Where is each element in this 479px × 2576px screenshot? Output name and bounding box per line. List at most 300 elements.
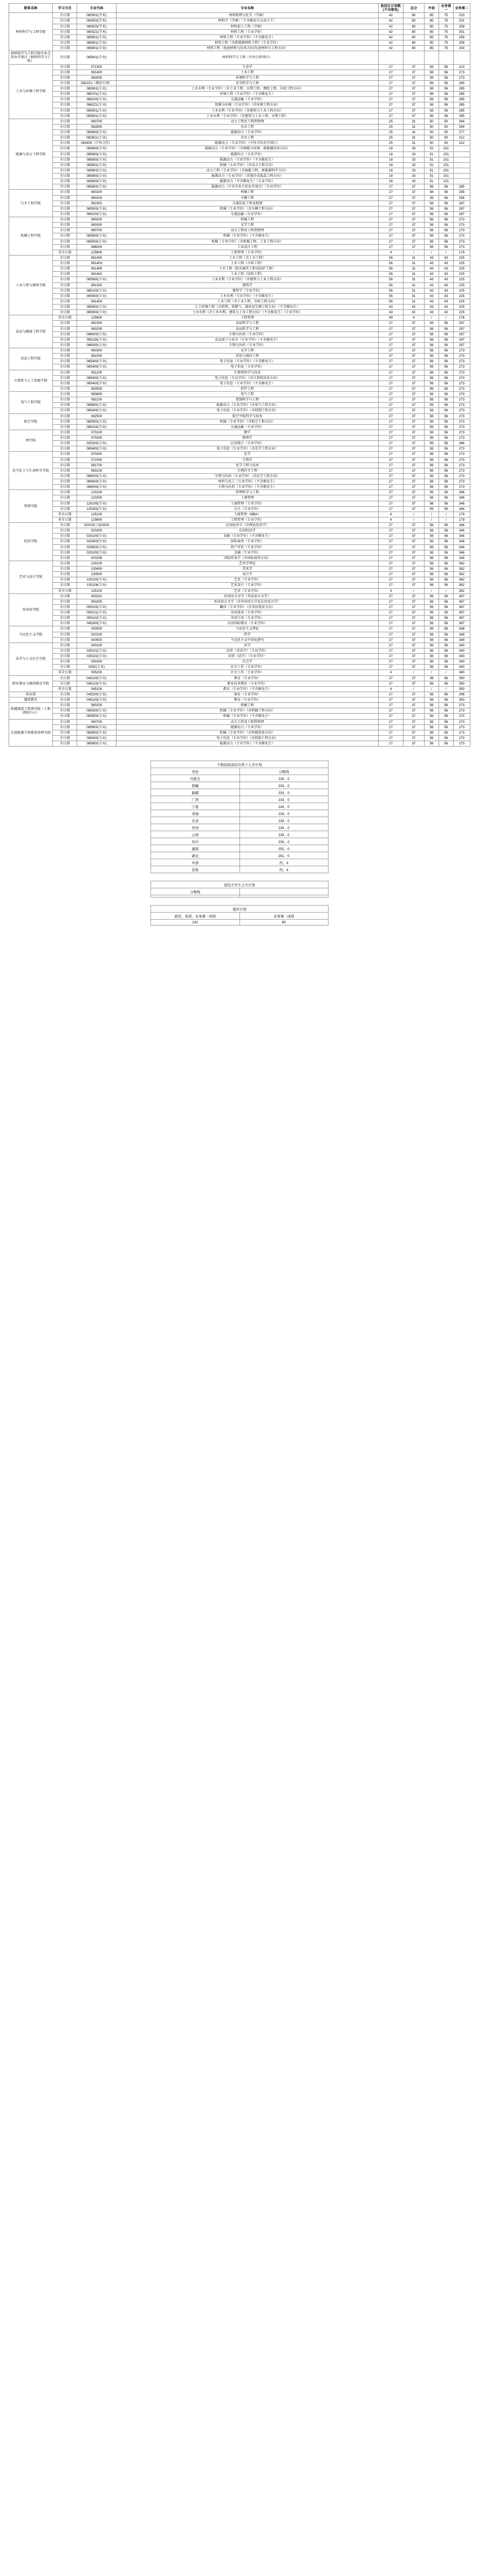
score-course2: 273 <box>453 703 470 708</box>
table-row <box>9 190 470 195</box>
score-course2: 273 <box>453 217 470 223</box>
major-name: 电子信息（专业学位）（不含推免生） <box>116 381 379 386</box>
table-row <box>9 424 470 430</box>
score-total: 37 <box>403 703 424 708</box>
minority-value: 233、0 <box>240 782 329 789</box>
score-foreign: 56 <box>425 550 439 555</box>
score-course2: 225 <box>453 266 470 272</box>
score-course2: 225 <box>453 299 470 304</box>
score-total: 42 <box>403 310 424 315</box>
score-total: 37 <box>403 201 424 206</box>
score-total: 37 <box>403 102 424 108</box>
major-code: 070100 <box>77 430 116 435</box>
score-course2: 273 <box>453 735 470 741</box>
table-row <box>9 632 470 637</box>
score-course1: 56 <box>439 413 453 419</box>
score-foreign: 85 <box>425 18 439 24</box>
plan-count: 27 <box>379 593 403 599</box>
score-foreign: 56 <box>425 555 439 561</box>
table-row <box>9 593 470 599</box>
table-row <box>9 97 470 102</box>
score-course2: 346 <box>453 490 470 495</box>
score-course2: 297 <box>453 342 470 348</box>
score-total: 37 <box>403 675 424 681</box>
study-mode: 全日制 <box>52 730 77 735</box>
major-code: 0352(专业) <box>77 665 116 670</box>
score-foreign: 56 <box>425 643 439 648</box>
plan-count: 27 <box>379 359 403 364</box>
college-name: 法学与人文社会学院 <box>9 643 53 675</box>
score-course1: 43 <box>439 277 453 282</box>
major-code: 085900(专业) <box>77 310 116 315</box>
score-foreign: 56 <box>425 462 439 468</box>
score-course2: 273 <box>453 446 470 452</box>
score-course2: 258 <box>453 40 470 45</box>
score-course1: / <box>439 517 453 522</box>
major-name: 工商管理（MBA） <box>116 512 379 517</box>
score-total: 37 <box>403 337 424 342</box>
minority-row <box>151 824 329 831</box>
score-course1: 56 <box>439 332 453 337</box>
major-name: 金融（专业学位） <box>116 550 379 555</box>
plan-count: 27 <box>379 413 403 419</box>
table-row <box>9 703 470 708</box>
score-course1: 43 <box>439 293 453 299</box>
score-foreign: 56 <box>425 195 439 201</box>
score-course2: 346 <box>453 534 470 539</box>
score-course1: 56 <box>439 626 453 632</box>
score-course2: 313 <box>453 64 470 70</box>
table-row <box>9 102 470 108</box>
plan-count: 56 <box>379 293 403 299</box>
plan-count: 4 <box>379 588 403 593</box>
major-name: 国际贸易学（含国际商务方向） <box>116 555 379 561</box>
score-foreign: 56 <box>425 730 439 735</box>
plan-count: 18 <box>379 151 403 157</box>
study-mode: 全日制 <box>52 485 77 490</box>
major-code: 081405 <box>77 266 116 272</box>
table-row <box>9 75 470 80</box>
veteran-title: 退役大学生士兵计划 <box>151 881 329 888</box>
major-code: 135100(专业) <box>77 577 116 583</box>
score-foreign: 56 <box>425 577 439 583</box>
major-code: 025200(专业) <box>77 441 116 446</box>
table-row <box>9 468 470 473</box>
minority-value: 233、0 <box>240 838 329 845</box>
score-foreign: 56 <box>425 692 439 697</box>
score-total: 37 <box>403 184 424 190</box>
table-row <box>9 282 470 288</box>
score-course1: 56 <box>439 501 453 506</box>
score-total: 37 <box>403 583 424 588</box>
study-mode: 全日制 <box>52 599 77 604</box>
score-foreign: 56 <box>425 610 439 616</box>
major-name: 法律（非法学）（专业学位） <box>116 648 379 653</box>
table-row <box>9 408 470 413</box>
table-row <box>9 539 470 544</box>
major-code: 085400(专业) <box>77 446 116 452</box>
major-code: 082302 <box>77 201 116 206</box>
plan-count: 27 <box>379 604 403 610</box>
score-total: 80 <box>403 40 424 45</box>
minority-row <box>151 803 329 810</box>
major-name: 物理学 <box>116 436 379 441</box>
major-code: 080200 <box>77 217 116 223</box>
army-value: 业务课二成绩 <box>240 913 329 920</box>
score-foreign: 85 <box>425 29 439 34</box>
veteran-row <box>151 888 329 895</box>
score-total: 37 <box>403 599 424 604</box>
major-code: 071000 <box>77 457 116 462</box>
score-course1: 56 <box>439 681 453 686</box>
score-foreign: 56 <box>425 102 439 108</box>
army-value: 80 <box>240 920 329 926</box>
score-course2: 362 <box>453 583 470 588</box>
study-mode: 全日制 <box>52 408 77 413</box>
admission-table <box>9 3 470 747</box>
study-mode: 全日制 <box>52 233 77 239</box>
score-foreign <box>425 51 439 64</box>
plan-count: 27 <box>379 108 403 113</box>
table-row <box>9 223 470 228</box>
score-course1: 56 <box>439 616 453 621</box>
score-foreign: 56 <box>425 632 439 637</box>
table-row <box>9 714 470 719</box>
score-course1: 43 <box>439 310 453 315</box>
major-name: 应用经济学 <box>116 528 379 534</box>
major-code: 085701(专业) <box>77 92 116 97</box>
score-foreign: 56 <box>425 528 439 534</box>
score-foreign: 56 <box>425 108 439 113</box>
score-foreign: 56 <box>425 473 439 479</box>
major-code: 130500 <box>77 572 116 577</box>
score-total: 4 <box>403 315 424 321</box>
score-total: 37 <box>403 632 424 637</box>
study-mode: 全日制 <box>52 223 77 228</box>
score-course2: 362 <box>453 572 470 577</box>
minority-row <box>151 866 329 873</box>
plan-count: 42 <box>379 29 403 34</box>
plan-count: 49 <box>379 315 403 321</box>
major-name: 材料加工工程（学硕） <box>116 24 379 29</box>
table-row <box>9 648 470 653</box>
score-course1: 56 <box>439 446 453 452</box>
minority-key: 广西 <box>151 796 240 803</box>
score-course2: 258 <box>453 34 470 40</box>
major-code: 135100 <box>77 588 116 593</box>
score-total: 37 <box>403 490 424 495</box>
table-row <box>9 261 470 266</box>
score-foreign: 56 <box>425 539 439 544</box>
study-mode: 全日制 <box>52 616 77 621</box>
table-row <box>9 419 470 424</box>
major-code: 030100 <box>77 643 116 648</box>
plan-count: 27 <box>379 555 403 561</box>
score-total: 37 <box>403 321 424 326</box>
score-course1: 56 <box>439 632 453 637</box>
plan-count: 27 <box>379 719 403 724</box>
plan-count: 27 <box>379 648 403 653</box>
plan-count: 27 <box>379 572 403 577</box>
score-total: 33 <box>403 174 424 179</box>
plan-count: 27 <box>379 244 403 250</box>
score-course2: 273 <box>453 381 470 386</box>
score-course1: 151 <box>439 179 453 184</box>
score-foreign: 56 <box>425 648 439 653</box>
score-total: 37 <box>403 206 424 211</box>
score-total: 37 <box>403 86 424 92</box>
table-row <box>9 462 470 468</box>
major-name: 环境科学与工程 <box>116 75 379 80</box>
score-foreign: 56 <box>425 741 439 747</box>
plan-count: 27 <box>379 206 403 211</box>
study-mode: 全日制 <box>52 211 77 217</box>
major-name: 土木水利（专业学位）（含建筑与土木工程、水利工程） <box>116 113 379 119</box>
score-course1: 56 <box>439 654 453 659</box>
score-course1: 43 <box>439 299 453 304</box>
major-name: 社会工作（专业学位） <box>116 665 379 670</box>
plan-count: 27 <box>379 479 403 485</box>
plan-count: 27 <box>379 397 403 403</box>
plan-count: 27 <box>379 348 403 354</box>
major-name: 国际商务（专业学位） <box>116 539 379 544</box>
study-mode: 全日制 <box>52 75 77 80</box>
score-course1: 56 <box>439 375 453 381</box>
major-name: 机械（专业学位）（含机械工程方向） <box>116 708 379 714</box>
score-total: 31 <box>403 130 424 135</box>
major-name: 会计（专业学位） <box>116 506 379 512</box>
score-course2: 285 <box>453 184 470 190</box>
major-name: 能源动力（专业学位）（不含推免生） <box>116 741 379 747</box>
major-name: 车辆工程 <box>116 195 379 201</box>
score-course2: 346 <box>453 501 470 506</box>
score-course1: 56 <box>439 724 453 730</box>
table-row <box>9 446 470 452</box>
major-code: 0862Z1(专业) <box>77 102 116 108</box>
minority-row <box>151 768 329 775</box>
major-code: 120200 <box>77 495 116 501</box>
major-name: 建筑学（专业学位） <box>116 288 379 293</box>
score-course1: 56 <box>439 397 453 403</box>
score-total: 37 <box>403 97 424 102</box>
major-code: 050200 <box>77 599 116 604</box>
study-mode: 全日制 <box>52 97 77 102</box>
score-foreign: 56 <box>425 452 439 457</box>
score-total: 37 <box>403 485 424 490</box>
score-course1: 56 <box>439 342 453 348</box>
major-code: 085800(专业) <box>77 146 116 151</box>
plan-count: 27 <box>379 436 403 441</box>
major-name: 机械工程 <box>116 217 379 223</box>
major-code: 088000 <box>77 244 116 250</box>
score-course1: 151 <box>439 157 453 162</box>
score-total: / <box>403 686 424 692</box>
score-total: 37 <box>403 572 424 577</box>
score-course1: 75 <box>439 24 453 29</box>
table-row <box>9 13 470 18</box>
score-total: 37 <box>403 741 424 747</box>
score-course1: 56 <box>439 490 453 495</box>
major-code: 025400(专业) <box>77 539 116 544</box>
score-total: 37 <box>403 397 424 403</box>
table-row <box>9 654 470 659</box>
major-name: 艺术学理论 <box>116 561 379 566</box>
score-course1: 56 <box>439 108 453 113</box>
major-name: 数学 <box>116 430 379 435</box>
plan-count: 27 <box>379 201 403 206</box>
score-foreign: 56 <box>425 457 439 462</box>
veteran-value <box>240 895 329 897</box>
study-mode: 全日制 <box>52 697 77 703</box>
score-course2: 179 <box>453 250 470 255</box>
table-row <box>9 452 470 457</box>
major-code: 125100(专业) <box>77 501 116 506</box>
score-total: 37 <box>403 495 424 501</box>
study-mode: 全日制 <box>52 348 77 354</box>
plan-count: 27 <box>379 714 403 719</box>
major-code: 080300 <box>77 223 116 228</box>
study-mode: 全日制 <box>52 577 77 583</box>
plan-count: 27 <box>379 419 403 424</box>
college-name: 计算机与人工智能学院 <box>9 370 53 392</box>
minority-key: 省份 <box>151 768 240 775</box>
score-foreign: / <box>425 512 439 517</box>
score-total: 37 <box>403 626 424 632</box>
major-code: 120100 <box>77 490 116 495</box>
major-code: 020200 <box>77 528 116 534</box>
score-foreign: 56 <box>425 408 439 413</box>
major-code: 085500(专业) <box>77 708 116 714</box>
score-course2: 340 <box>453 670 470 675</box>
major-code: 081403 <box>77 261 116 266</box>
major-code: 082500 <box>77 413 116 419</box>
major-code: 055101(专业) <box>77 610 116 616</box>
score-total: 37 <box>403 113 424 119</box>
army-title-row <box>151 906 329 913</box>
score-total: 37 <box>403 430 424 435</box>
major-name: 金融（专业学位）（不含推免生） <box>116 534 379 539</box>
major-code: 025100(专业) <box>77 550 116 555</box>
score-course2: 350 <box>453 686 470 692</box>
study-mode: 全日制 <box>52 479 77 485</box>
score-course2: 225 <box>453 310 470 315</box>
major-code: 030500 <box>77 626 116 632</box>
table-row <box>9 233 470 239</box>
score-course2: 273 <box>453 462 470 468</box>
score-course1: 56 <box>439 64 453 70</box>
major-code: 083200 <box>77 326 116 332</box>
plan-count: 27 <box>379 659 403 665</box>
plan-count: 27 <box>379 403 403 408</box>
score-course1: 56 <box>439 233 453 239</box>
study-mode: 全日制 <box>52 724 77 730</box>
score-course1: 56 <box>439 675 453 681</box>
study-mode: 全日制 <box>52 151 77 157</box>
college-name: 化学化工与生命科学学院 <box>9 452 53 490</box>
study-mode: 全日制 <box>52 146 77 151</box>
study-mode: 全日制 <box>52 190 77 195</box>
study-mode: 全日制 <box>52 288 77 293</box>
major-name: 土木工程（含土木工程、市政工程方向） <box>116 299 379 304</box>
table-row <box>9 337 470 342</box>
table-row <box>9 561 470 566</box>
plan-count: 4 <box>379 670 403 675</box>
score-course1: 50 <box>439 135 453 141</box>
minority-value: 251、0 <box>240 852 329 859</box>
major-name: 英语口译（专业学位） <box>116 616 379 621</box>
plan-count: 4 <box>379 517 403 522</box>
major-name: 信息与通信工程 <box>116 354 379 359</box>
veteran-plan-table <box>150 881 329 897</box>
major-code: 055102(专业) <box>77 616 116 621</box>
table-row <box>9 135 470 141</box>
score-total: 37 <box>403 108 424 113</box>
score-course2: 273 <box>453 724 470 730</box>
score-course2: 348 <box>453 626 470 632</box>
score-foreign: 56 <box>425 441 439 446</box>
score-foreign: 56 <box>425 386 439 391</box>
major-code: 125600 <box>77 517 116 522</box>
major-name: 动力工程及工程热物理 <box>116 228 379 233</box>
study-mode: 全日制 <box>52 141 77 146</box>
plan-count: 25 <box>379 135 403 141</box>
score-course1: 50 <box>439 141 453 146</box>
column-header-7: 业务课一 <box>439 4 453 13</box>
score-course2: 225 <box>453 282 470 288</box>
score-total: 37 <box>403 211 424 217</box>
score-course2: 340 <box>453 654 470 659</box>
score-foreign: 56 <box>425 572 439 577</box>
minority-value: 233、0 <box>240 810 329 817</box>
major-code: 082405（中外合作） <box>77 141 116 146</box>
study-mode: 全日制 <box>52 567 77 572</box>
study-mode: 全日制 <box>52 403 77 408</box>
major-code: 085500(专业) <box>77 206 116 211</box>
study-mode: 全日制 <box>52 24 77 29</box>
score-total: 31 <box>403 272 424 277</box>
score-course1: 56 <box>439 708 453 714</box>
score-course1: 56 <box>439 719 453 724</box>
score-foreign: 56 <box>425 348 439 354</box>
score-course2: 273 <box>453 468 470 473</box>
table-row <box>9 735 470 741</box>
major-code: 071300 <box>77 64 116 70</box>
plan-count: 27 <box>379 495 403 501</box>
major-name: 教育（专业学位） <box>116 697 379 703</box>
score-foreign: 56 <box>425 430 439 435</box>
veteran-row <box>151 895 329 897</box>
score-course1: 56 <box>439 348 453 354</box>
score-course2: 340 <box>453 648 470 653</box>
score-foreign: 43 <box>425 255 439 260</box>
score-foreign: 56 <box>425 719 439 724</box>
major-name: 管理科学与工程 <box>116 490 379 495</box>
major-name: 电气工程 <box>116 392 379 397</box>
score-foreign: 56 <box>425 354 439 359</box>
college-name: 土木与环境工程学院 <box>9 64 53 119</box>
plan-count: 27 <box>379 741 403 747</box>
table-row <box>9 92 470 97</box>
major-code: 085901(专业) <box>77 86 116 92</box>
plan-count: 42 <box>379 34 403 40</box>
table-row <box>9 272 470 277</box>
study-mode: 非全日制 <box>52 686 77 692</box>
score-course1: / <box>439 250 453 255</box>
table-row <box>9 34 470 40</box>
plan-count: 27 <box>379 113 403 119</box>
score-foreign: 56 <box>425 211 439 217</box>
plan-count: 27 <box>379 223 403 228</box>
